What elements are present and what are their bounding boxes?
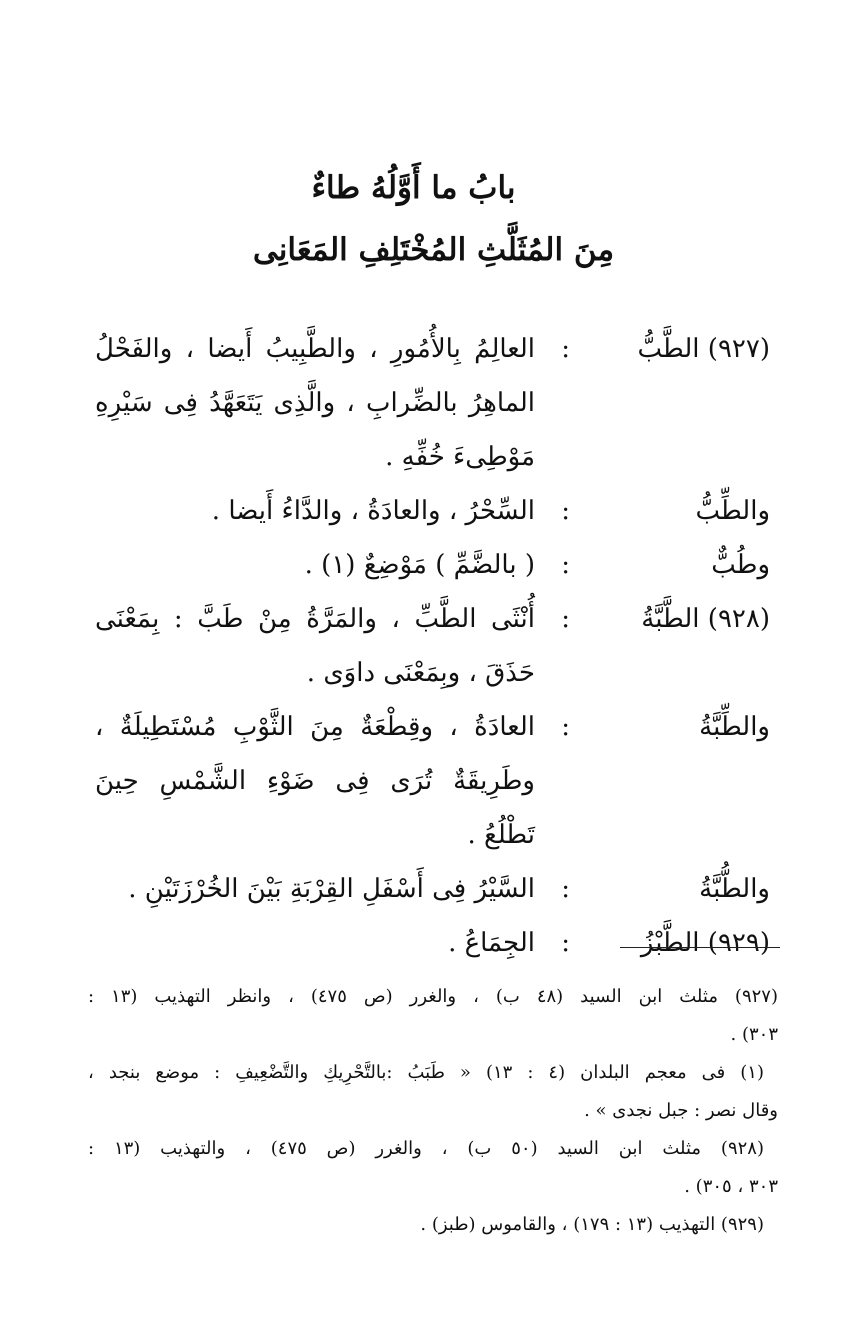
entry-headword: والطِّبُّ	[695, 496, 770, 526]
dictionary-entry	[100, 916, 770, 970]
footnote-separator	[620, 947, 780, 948]
entry-line	[95, 700, 770, 754]
entry-headword: والطُّبَّةُ	[699, 874, 770, 904]
entry-definition: حَذَقَ ، وبِمَعْنَى داوَى .	[306, 658, 535, 688]
footnote-line: (١) فى معجم البلدان (٤ : ١٣) « طَبَبُ :بالتَّحْرِيكِ والتَّضْعِيفِ : موضع بنجد ،	[88, 1062, 764, 1083]
entry-definition: تَطْلُعُ .	[467, 820, 535, 850]
chapter-title: بابُ ما أَوَّلُهُ طاءٌ	[311, 170, 516, 206]
entry-line	[100, 538, 770, 592]
entry-line	[100, 484, 770, 538]
chapter-subtitle: مِنَ المُثَلَّثِ المُخْتَلِفِ المَعَانِى	[252, 232, 615, 268]
entry-definition: العالِمُ بِالأُمُورِ ، والطَّبِيبُ أَيضا ، والفَحْلُ	[95, 334, 535, 364]
entry-line	[95, 754, 770, 808]
entry-definition: أُنْثَى الطَّبِّ ، والمَرَّةُ مِنْ طَبَّ : بِمَعْنَى	[95, 604, 535, 634]
footnotes	[88, 978, 778, 1244]
entry-definition: الماهِرُ بالضِّرابِ ، والَّذِى يَتَعَهَّدُ فِى سَيْرِهِ	[95, 388, 535, 418]
entry-headword: (٩٢٧) الطَّبُّ	[637, 334, 770, 364]
entry-headword: (٩٢٩) الطَّبْزُ	[640, 928, 770, 958]
dictionary-entries	[95, 322, 770, 970]
entry-definition: ( بالضَّمِّ ) مَوْضِعٌ (١) .	[304, 550, 535, 580]
entry-colon: :	[561, 496, 570, 526]
entry-headword: (٩٢٨) الطَّبَّةُ	[641, 604, 770, 634]
footnote-line: ٣٠٣ ، ٣٠٥) .	[684, 1176, 778, 1197]
entry-line	[95, 322, 770, 376]
dictionary-entry	[100, 538, 770, 592]
entry-colon: :	[561, 712, 570, 742]
footnote-line: وقال نصر : جبل نجدى » .	[584, 1100, 778, 1121]
entry-headword: والطِّبَّةُ	[699, 712, 770, 742]
dictionary-entry	[100, 484, 770, 538]
entry-definition: مَوْطِىءَ خُفِّهِ .	[385, 442, 535, 472]
entry-line	[95, 592, 770, 646]
dictionary-entry	[95, 592, 770, 700]
entry-line	[95, 376, 770, 430]
entry-definition: وطَرِيقَةٌ تُرَى فِى ضَوْءِ الشَّمْسِ حِينَ	[95, 766, 535, 796]
footnote-line: (٩٢٧) مثلث ابن السيد (٤٨ ب) ، والغرر (ص ٤٧٥) ، وانظر التهذيب (١٣ :	[88, 986, 778, 1007]
entry-colon: :	[561, 874, 570, 904]
dictionary-entry	[95, 700, 770, 862]
entry-colon: :	[561, 604, 570, 634]
entry-line	[100, 646, 770, 700]
entry-definition: السِّحْرُ ، والعادَةُ ، والدَّاءُ أَيضا .	[211, 496, 535, 526]
entry-definition: العادَةُ ، وقِطْعَةٌ مِنَ الثَّوْبِ مُسْتَطِيلَةٌ ،	[95, 712, 535, 742]
entry-definition: الجِمَاعُ .	[448, 928, 535, 958]
entry-colon: :	[561, 928, 570, 958]
footnote-line: ٣٠٣) .	[730, 1024, 778, 1045]
entry-headword: وطُبٌّ	[711, 550, 770, 580]
entry-line	[100, 808, 770, 862]
footnote-line: (٩٢٩) التهذيب (١٣ : ١٧٩) ، والقاموس (طبز) .	[420, 1214, 764, 1235]
entry-colon: :	[561, 550, 570, 580]
entry-colon: :	[561, 334, 570, 364]
entry-line	[100, 430, 770, 484]
dictionary-entry	[100, 862, 770, 916]
entry-line	[100, 916, 770, 970]
entry-definition: السَّيْرُ فِى أَسْفَلِ القِرْبَةِ بَيْنَ الخُرْزَتَيْنِ .	[128, 874, 535, 904]
dictionary-entry	[95, 322, 770, 484]
entry-line	[100, 862, 770, 916]
footnote-line: (٩٢٨) مثلث ابن السيد (٥٠ ب) ، والغرر (ص ٤٧٥) ، والتهذيب (١٣ :	[88, 1138, 765, 1159]
